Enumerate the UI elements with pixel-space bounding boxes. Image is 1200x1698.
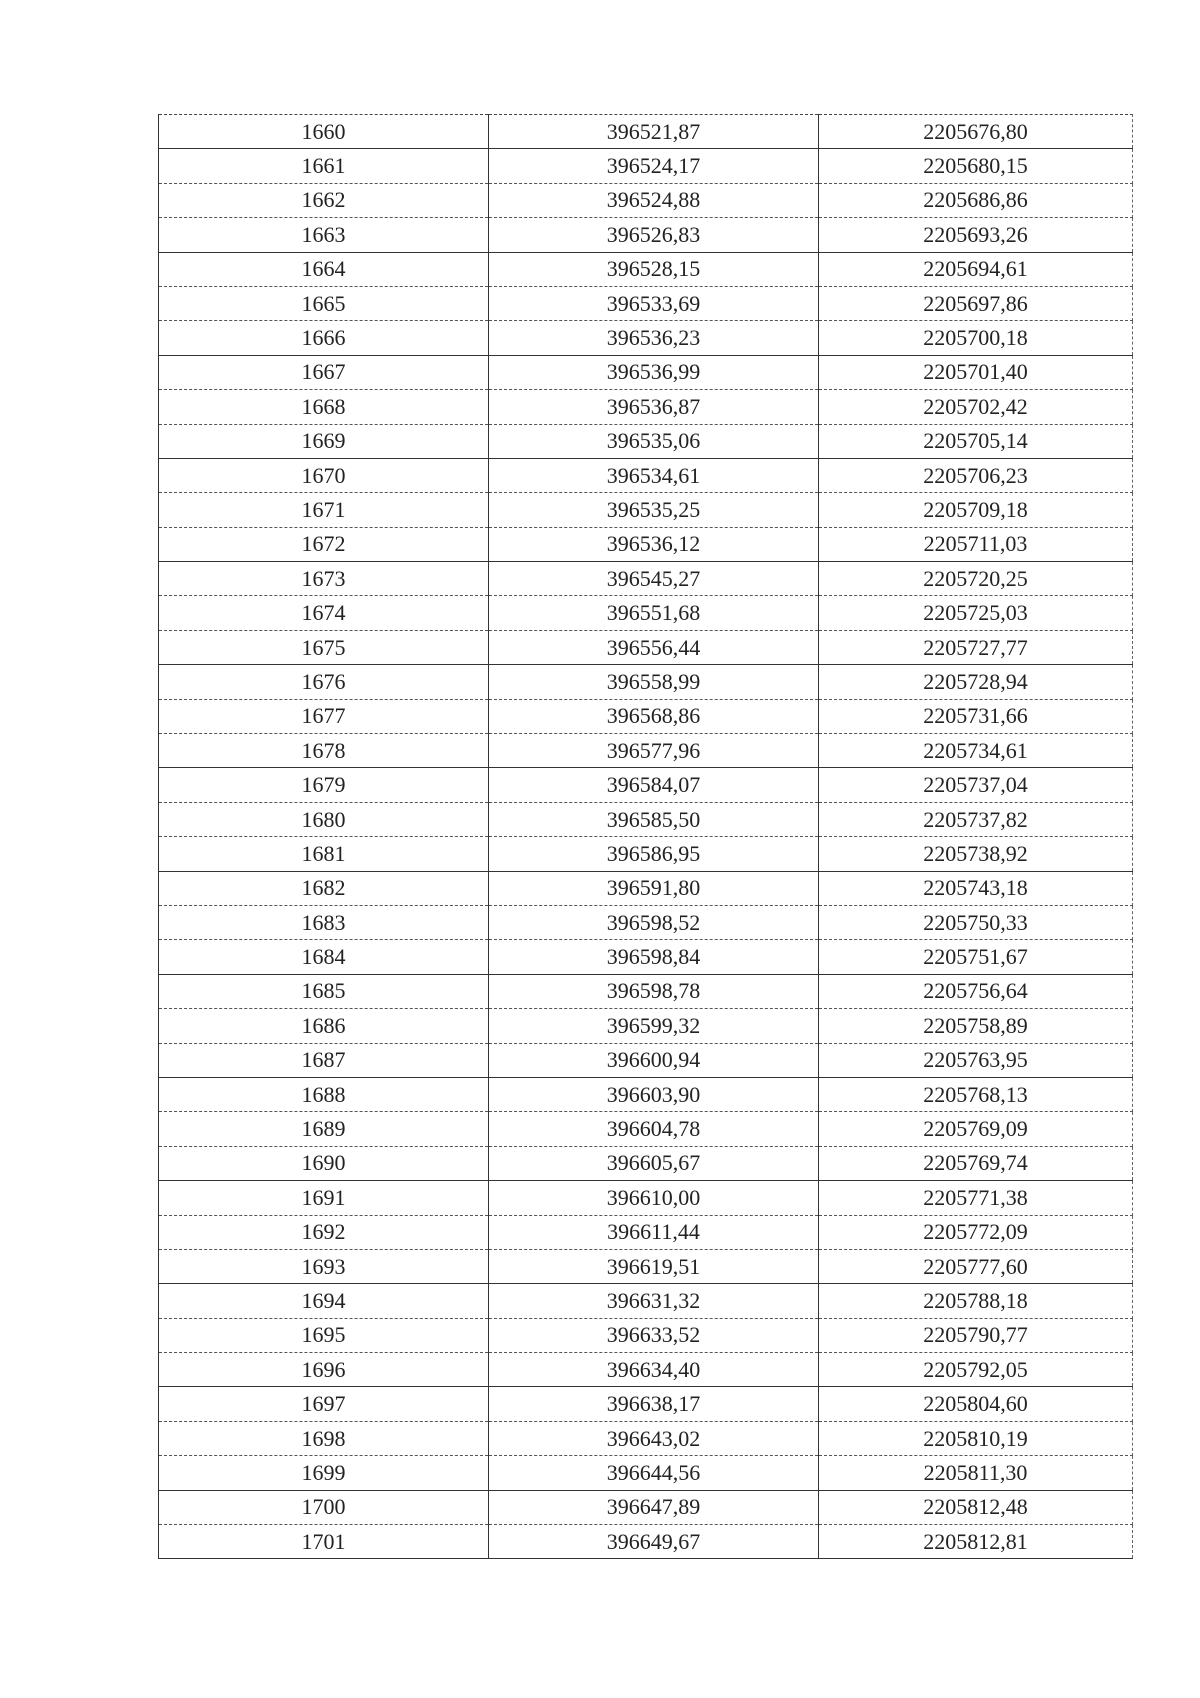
point-number-cell: 1687 — [159, 1043, 489, 1077]
y-coordinate-cell: 2205758,89 — [819, 1009, 1133, 1043]
x-coordinate-cell: 396610,00 — [489, 1181, 819, 1215]
y-coordinate-cell: 2205811,30 — [819, 1456, 1133, 1490]
table-row — [159, 1146, 1133, 1180]
x-coordinate-cell: 396545,27 — [489, 562, 819, 596]
table-row — [159, 1387, 1133, 1421]
x-coordinate-cell: 396536,99 — [489, 355, 819, 389]
table-row — [159, 1353, 1133, 1387]
x-coordinate-cell: 396619,51 — [489, 1249, 819, 1283]
table-row — [159, 665, 1133, 699]
point-number-cell: 1691 — [159, 1181, 489, 1215]
x-coordinate-cell: 396643,02 — [489, 1421, 819, 1455]
table-row — [159, 871, 1133, 905]
point-number-cell: 1700 — [159, 1490, 489, 1524]
y-coordinate-cell: 2205709,18 — [819, 493, 1133, 527]
point-number-cell: 1684 — [159, 940, 489, 974]
y-coordinate-cell: 2205697,86 — [819, 286, 1133, 320]
point-number-cell: 1699 — [159, 1456, 489, 1490]
x-coordinate-cell: 396535,06 — [489, 424, 819, 458]
table-row — [159, 974, 1133, 1008]
y-coordinate-cell: 2205756,64 — [819, 974, 1133, 1008]
point-number-cell: 1695 — [159, 1318, 489, 1352]
table-row — [159, 252, 1133, 286]
table-row — [159, 630, 1133, 664]
x-coordinate-cell: 396551,68 — [489, 596, 819, 630]
table-row — [159, 183, 1133, 217]
y-coordinate-cell: 2205731,66 — [819, 699, 1133, 733]
point-number-cell: 1670 — [159, 458, 489, 492]
table-row — [159, 562, 1133, 596]
x-coordinate-cell: 396586,95 — [489, 837, 819, 871]
table-row — [159, 115, 1133, 149]
point-number-cell: 1663 — [159, 218, 489, 252]
point-number-cell: 1685 — [159, 974, 489, 1008]
point-number-cell: 1669 — [159, 424, 489, 458]
y-coordinate-cell: 2205763,95 — [819, 1043, 1133, 1077]
point-number-cell: 1667 — [159, 355, 489, 389]
point-number-cell: 1666 — [159, 321, 489, 355]
y-coordinate-cell: 2205702,42 — [819, 390, 1133, 424]
y-coordinate-cell: 2205788,18 — [819, 1284, 1133, 1318]
point-number-cell: 1697 — [159, 1387, 489, 1421]
y-coordinate-cell: 2205777,60 — [819, 1249, 1133, 1283]
x-coordinate-cell: 396598,78 — [489, 974, 819, 1008]
table-row — [159, 734, 1133, 768]
y-coordinate-cell: 2205751,67 — [819, 940, 1133, 974]
point-number-cell: 1692 — [159, 1215, 489, 1249]
y-coordinate-cell: 2205738,92 — [819, 837, 1133, 871]
y-coordinate-cell: 2205686,86 — [819, 183, 1133, 217]
point-number-cell: 1673 — [159, 562, 489, 596]
point-number-cell: 1672 — [159, 527, 489, 561]
table-row — [159, 1043, 1133, 1077]
y-coordinate-cell: 2205804,60 — [819, 1387, 1133, 1421]
x-coordinate-cell: 396556,44 — [489, 630, 819, 664]
point-number-cell: 1665 — [159, 286, 489, 320]
y-coordinate-cell: 2205768,13 — [819, 1077, 1133, 1111]
table-row — [159, 286, 1133, 320]
point-number-cell: 1674 — [159, 596, 489, 630]
y-coordinate-cell: 2205727,77 — [819, 630, 1133, 664]
point-number-cell: 1676 — [159, 665, 489, 699]
x-coordinate-cell: 396524,88 — [489, 183, 819, 217]
table-row — [159, 390, 1133, 424]
y-coordinate-cell: 2205737,04 — [819, 768, 1133, 802]
y-coordinate-cell: 2205700,18 — [819, 321, 1133, 355]
y-coordinate-cell: 2205743,18 — [819, 871, 1133, 905]
table-row — [159, 1215, 1133, 1249]
y-coordinate-cell: 2205771,38 — [819, 1181, 1133, 1215]
x-coordinate-cell: 396536,12 — [489, 527, 819, 561]
table-row — [159, 149, 1133, 183]
x-coordinate-cell: 396605,67 — [489, 1146, 819, 1180]
y-coordinate-cell: 2205734,61 — [819, 734, 1133, 768]
x-coordinate-cell: 396524,17 — [489, 149, 819, 183]
table-row — [159, 596, 1133, 630]
x-coordinate-cell: 396577,96 — [489, 734, 819, 768]
coordinates-table — [158, 114, 1133, 1559]
x-coordinate-cell: 396638,17 — [489, 1387, 819, 1421]
y-coordinate-cell: 2205725,03 — [819, 596, 1133, 630]
x-coordinate-cell: 396528,15 — [489, 252, 819, 286]
point-number-cell: 1662 — [159, 183, 489, 217]
table-row — [159, 527, 1133, 561]
x-coordinate-cell: 396535,25 — [489, 493, 819, 527]
x-coordinate-cell: 396599,32 — [489, 1009, 819, 1043]
y-coordinate-cell: 2205705,14 — [819, 424, 1133, 458]
point-number-cell: 1698 — [159, 1421, 489, 1455]
point-number-cell: 1696 — [159, 1353, 489, 1387]
y-coordinate-cell: 2205750,33 — [819, 905, 1133, 939]
y-coordinate-cell: 2205772,09 — [819, 1215, 1133, 1249]
y-coordinate-cell: 2205676,80 — [819, 115, 1133, 149]
y-coordinate-cell: 2205792,05 — [819, 1353, 1133, 1387]
point-number-cell: 1681 — [159, 837, 489, 871]
point-number-cell: 1701 — [159, 1525, 489, 1559]
y-coordinate-cell: 2205769,09 — [819, 1112, 1133, 1146]
x-coordinate-cell: 396633,52 — [489, 1318, 819, 1352]
table-row — [159, 1490, 1133, 1524]
x-coordinate-cell: 396526,83 — [489, 218, 819, 252]
point-number-cell: 1686 — [159, 1009, 489, 1043]
point-number-cell: 1678 — [159, 734, 489, 768]
table-row — [159, 1318, 1133, 1352]
table-row — [159, 1181, 1133, 1215]
x-coordinate-cell: 396600,94 — [489, 1043, 819, 1077]
table-row — [159, 802, 1133, 836]
x-coordinate-cell: 396611,44 — [489, 1215, 819, 1249]
x-coordinate-cell: 396631,32 — [489, 1284, 819, 1318]
point-number-cell: 1693 — [159, 1249, 489, 1283]
y-coordinate-cell: 2205694,61 — [819, 252, 1133, 286]
y-coordinate-cell: 2205812,81 — [819, 1525, 1133, 1559]
y-coordinate-cell: 2205737,82 — [819, 802, 1133, 836]
table-row — [159, 355, 1133, 389]
x-coordinate-cell: 396568,86 — [489, 699, 819, 733]
point-number-cell: 1668 — [159, 390, 489, 424]
table-row — [159, 1009, 1133, 1043]
y-coordinate-cell: 2205720,25 — [819, 562, 1133, 596]
table-row — [159, 905, 1133, 939]
x-coordinate-cell: 396585,50 — [489, 802, 819, 836]
table-row — [159, 1077, 1133, 1111]
y-coordinate-cell: 2205693,26 — [819, 218, 1133, 252]
point-number-cell: 1690 — [159, 1146, 489, 1180]
table-row — [159, 837, 1133, 871]
x-coordinate-cell: 396521,87 — [489, 115, 819, 149]
table-row — [159, 1284, 1133, 1318]
point-number-cell: 1675 — [159, 630, 489, 664]
table-row — [159, 321, 1133, 355]
y-coordinate-cell: 2205680,15 — [819, 149, 1133, 183]
x-coordinate-cell: 396533,69 — [489, 286, 819, 320]
x-coordinate-cell: 396604,78 — [489, 1112, 819, 1146]
point-number-cell: 1688 — [159, 1077, 489, 1111]
point-number-cell: 1664 — [159, 252, 489, 286]
x-coordinate-cell: 396584,07 — [489, 768, 819, 802]
point-number-cell: 1660 — [159, 115, 489, 149]
point-number-cell: 1694 — [159, 1284, 489, 1318]
table-row — [159, 768, 1133, 802]
y-coordinate-cell: 2205728,94 — [819, 665, 1133, 699]
y-coordinate-cell: 2205790,77 — [819, 1318, 1133, 1352]
point-number-cell: 1689 — [159, 1112, 489, 1146]
point-number-cell: 1661 — [159, 149, 489, 183]
x-coordinate-cell: 396536,87 — [489, 390, 819, 424]
table-row — [159, 1525, 1133, 1559]
y-coordinate-cell: 2205769,74 — [819, 1146, 1133, 1180]
x-coordinate-cell: 396534,61 — [489, 458, 819, 492]
y-coordinate-cell: 2205711,03 — [819, 527, 1133, 561]
y-coordinate-cell: 2205810,19 — [819, 1421, 1133, 1455]
table-row — [159, 940, 1133, 974]
table-row — [159, 424, 1133, 458]
table-row — [159, 1112, 1133, 1146]
x-coordinate-cell: 396649,67 — [489, 1525, 819, 1559]
point-number-cell: 1683 — [159, 905, 489, 939]
point-number-cell: 1680 — [159, 802, 489, 836]
coordinates-table-body — [159, 115, 1133, 1559]
point-number-cell: 1677 — [159, 699, 489, 733]
x-coordinate-cell: 396536,23 — [489, 321, 819, 355]
table-row — [159, 493, 1133, 527]
x-coordinate-cell: 396598,84 — [489, 940, 819, 974]
x-coordinate-cell: 396647,89 — [489, 1490, 819, 1524]
table-row — [159, 699, 1133, 733]
x-coordinate-cell: 396603,90 — [489, 1077, 819, 1111]
table-row — [159, 458, 1133, 492]
x-coordinate-cell: 396598,52 — [489, 905, 819, 939]
point-number-cell: 1671 — [159, 493, 489, 527]
x-coordinate-cell: 396634,40 — [489, 1353, 819, 1387]
x-coordinate-cell: 396644,56 — [489, 1456, 819, 1490]
y-coordinate-cell: 2205706,23 — [819, 458, 1133, 492]
point-number-cell: 1679 — [159, 768, 489, 802]
table-row — [159, 1421, 1133, 1455]
table-row — [159, 1456, 1133, 1490]
x-coordinate-cell: 396558,99 — [489, 665, 819, 699]
y-coordinate-cell: 2205812,48 — [819, 1490, 1133, 1524]
x-coordinate-cell: 396591,80 — [489, 871, 819, 905]
y-coordinate-cell: 2205701,40 — [819, 355, 1133, 389]
table-row — [159, 1249, 1133, 1283]
table-row — [159, 218, 1133, 252]
point-number-cell: 1682 — [159, 871, 489, 905]
